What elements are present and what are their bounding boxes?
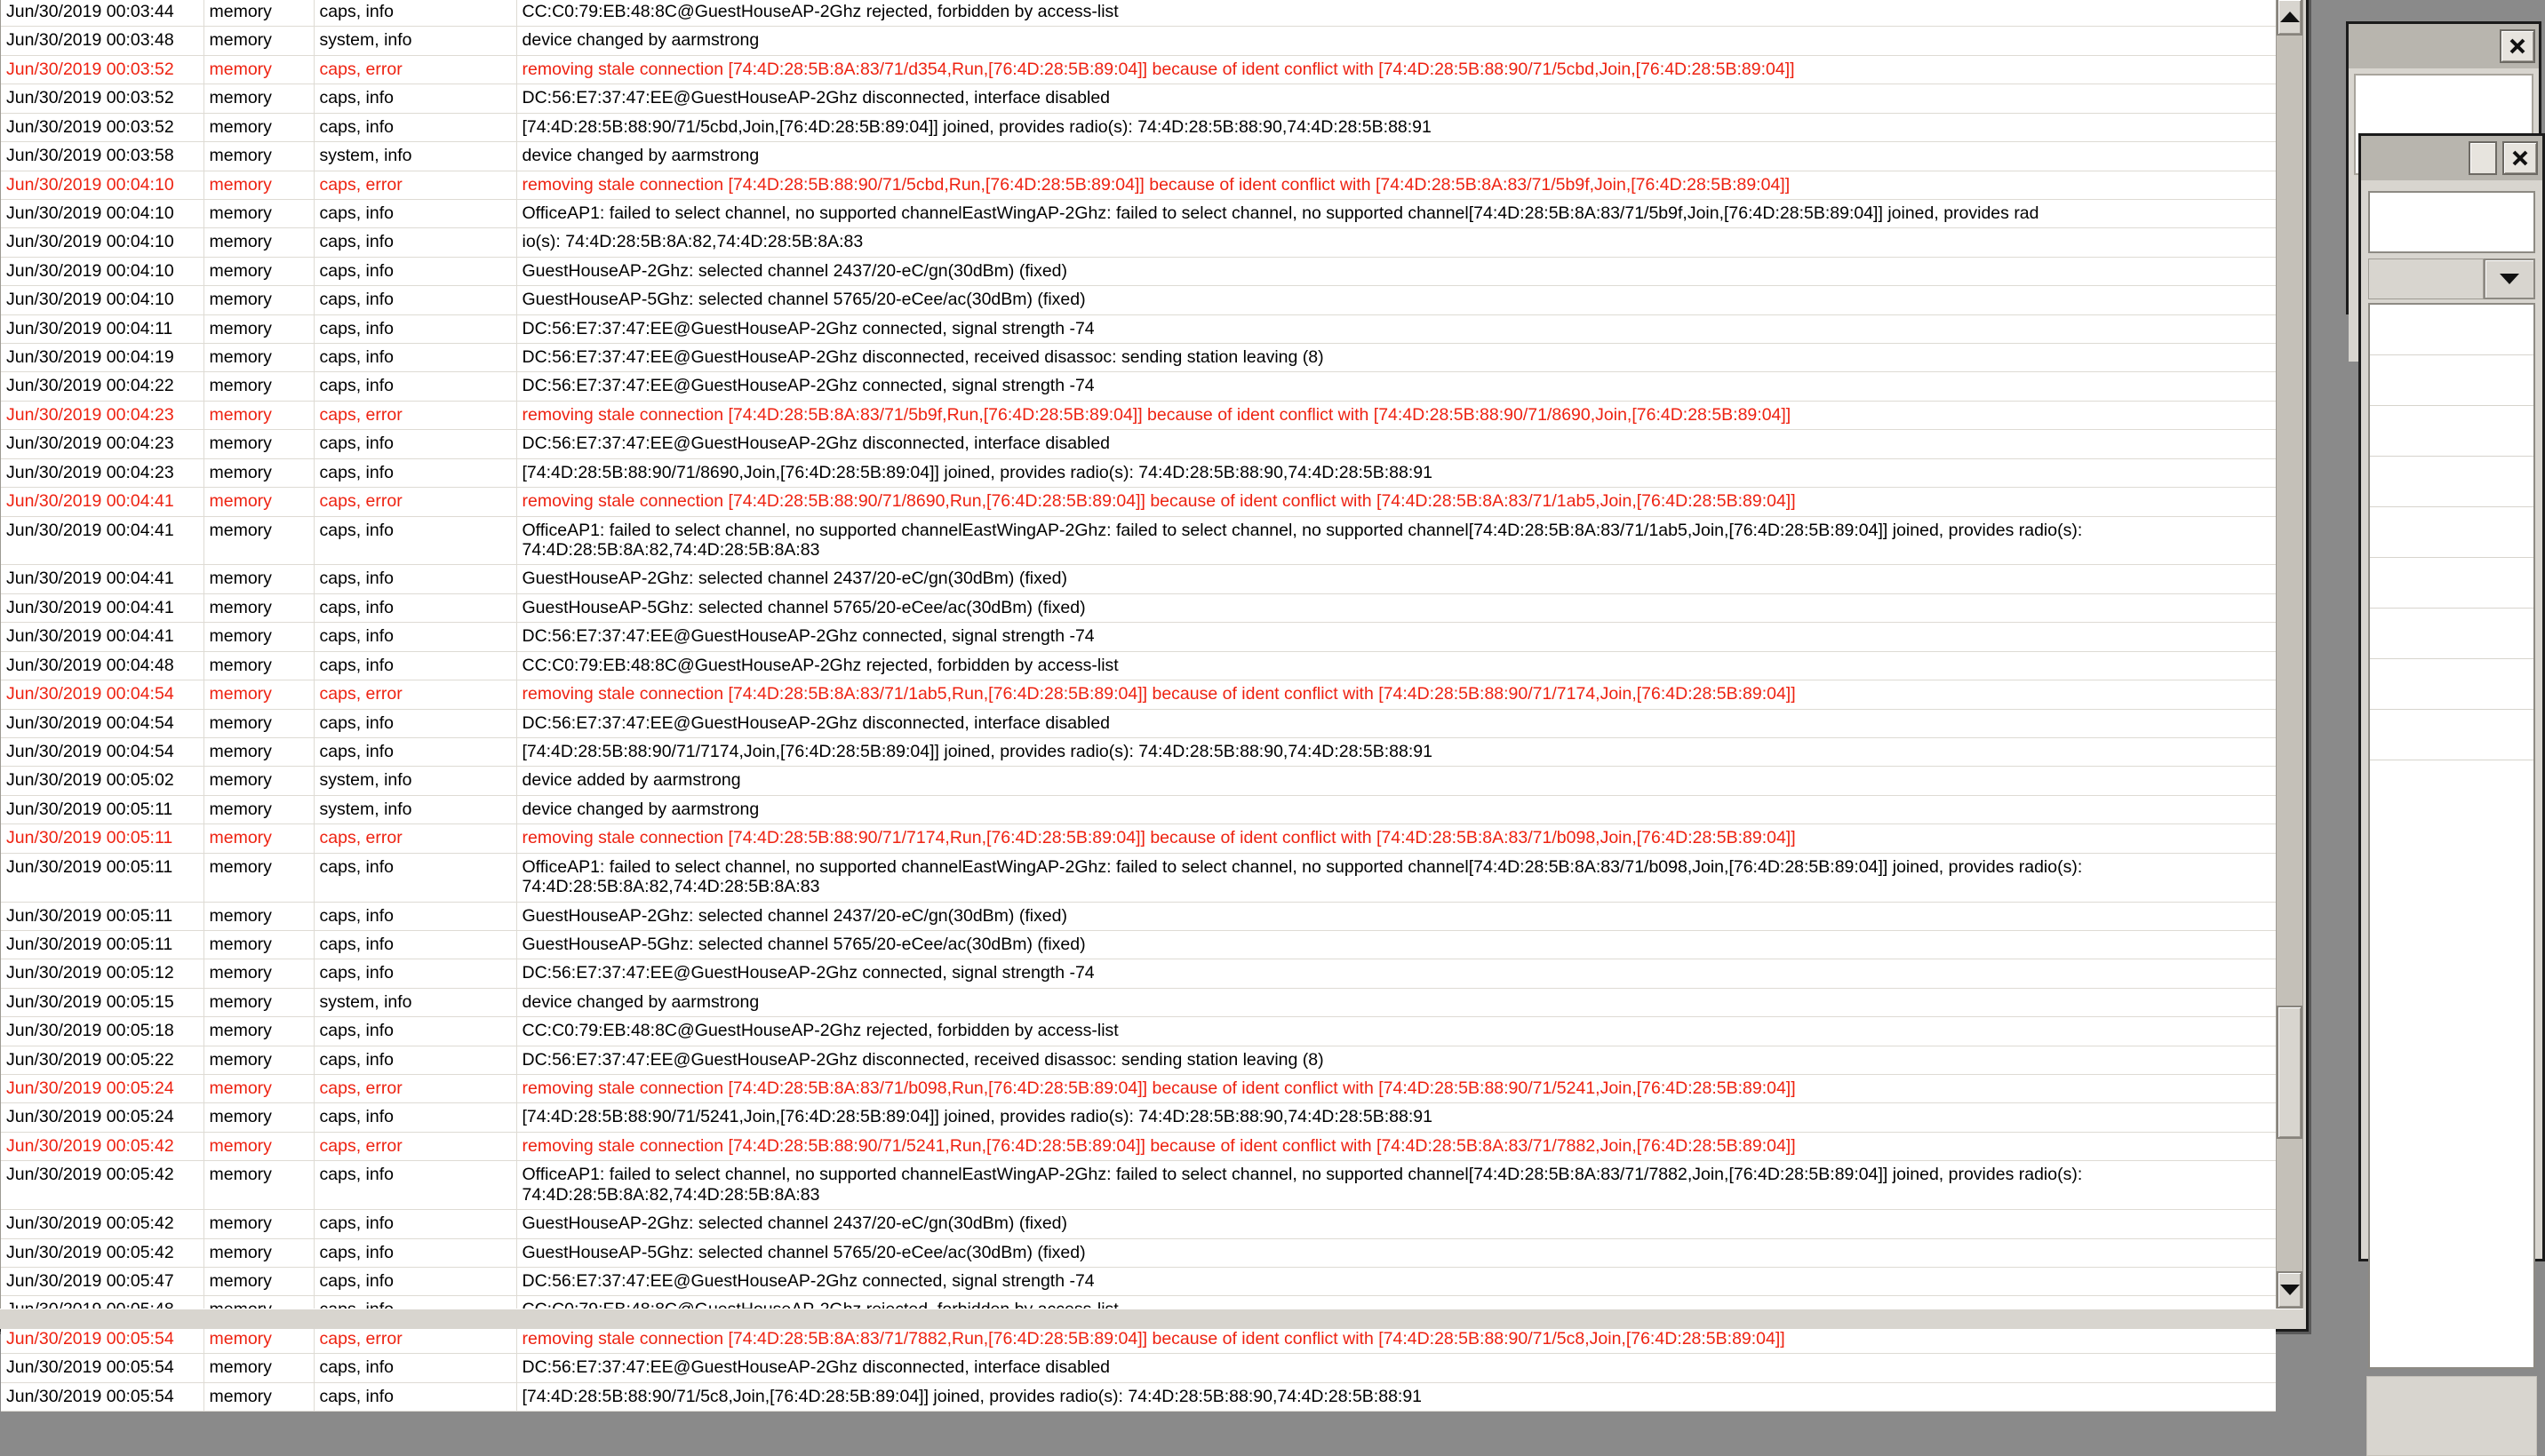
log-table bbox=[1, 0, 2276, 1412]
list-item[interactable] bbox=[2370, 710, 2533, 760]
list-item[interactable] bbox=[2370, 558, 2533, 609]
table-row[interactable] bbox=[1, 199, 2276, 227]
cell-message: GuestHouseAP-2Ghz: selected channel 2437/20-eC/gn(30dBm) (fixed) bbox=[516, 1210, 2276, 1238]
chevron-down-glyph bbox=[2500, 274, 2519, 284]
cell-buffer: memory bbox=[203, 286, 314, 314]
table-row[interactable] bbox=[1, 0, 2276, 27]
cell-topics: caps, error bbox=[314, 824, 516, 853]
table-row[interactable] bbox=[1, 767, 2276, 795]
close-glyph bbox=[2511, 149, 2529, 167]
cell-message: device changed by aarmstrong bbox=[516, 142, 2276, 171]
cell-message: device changed by aarmstrong bbox=[516, 988, 2276, 1016]
cell-time: Jun/30/2019 00:05:12 bbox=[1, 959, 203, 988]
cell-time: Jun/30/2019 00:05:22 bbox=[1, 1046, 203, 1074]
cell-time: Jun/30/2019 00:03:52 bbox=[1, 84, 203, 113]
background-window-2[interactable] bbox=[2358, 133, 2545, 1261]
list-item[interactable] bbox=[2370, 305, 2533, 355]
cell-time: Jun/30/2019 00:04:54 bbox=[1, 737, 203, 766]
table-row[interactable] bbox=[1, 737, 2276, 766]
cell-message: io(s): 74:4D:28:5B:8A:82,74:4D:28:5B:8A:83 bbox=[516, 228, 2276, 257]
cell-time: Jun/30/2019 00:05:42 bbox=[1, 1161, 203, 1210]
cell-time: Jun/30/2019 00:05:11 bbox=[1, 795, 203, 823]
cell-time: Jun/30/2019 00:04:11 bbox=[1, 314, 203, 343]
cell-buffer: memory bbox=[203, 199, 314, 227]
cell-message: GuestHouseAP-5Ghz: selected channel 5765/20-eCee/ac(30dBm) (fixed) bbox=[516, 286, 2276, 314]
cell-topics: caps, info bbox=[314, 959, 516, 988]
cell-buffer: memory bbox=[203, 767, 314, 795]
cell-time: Jun/30/2019 00:04:54 bbox=[1, 680, 203, 709]
cell-buffer: memory bbox=[203, 113, 314, 141]
arrow-down-icon[interactable] bbox=[2277, 1271, 2302, 1309]
table-row[interactable] bbox=[1, 1325, 2276, 1353]
cell-buffer: memory bbox=[203, 680, 314, 709]
cell-topics: caps, info bbox=[314, 228, 516, 257]
cell-time: Jun/30/2019 00:05:42 bbox=[1, 1238, 203, 1267]
cell-time: Jun/30/2019 00:04:41 bbox=[1, 488, 203, 516]
close-icon[interactable] bbox=[2502, 141, 2538, 175]
cell-time: Jun/30/2019 00:04:41 bbox=[1, 623, 203, 651]
cell-time: Jun/30/2019 00:05:42 bbox=[1, 1210, 203, 1238]
cell-message: removing stale connection [74:4D:28:5B:8A:83/71/d354,Run,[76:4D:28:5B:89:04]] because of ident conflict with [74:4D:28:5B:88:90/71/5cbd,Join,[76:4D:28:5B:89:04]] bbox=[516, 55, 2276, 84]
cell-topics: caps, info bbox=[314, 1161, 516, 1210]
cell-time: Jun/30/2019 00:03:52 bbox=[1, 55, 203, 84]
table-row[interactable] bbox=[1, 430, 2276, 458]
cell-buffer: memory bbox=[203, 27, 314, 55]
cell-buffer: memory bbox=[203, 55, 314, 84]
cell-buffer: memory bbox=[203, 401, 314, 429]
cell-topics: caps, info bbox=[314, 516, 516, 565]
cell-time: Jun/30/2019 00:04:19 bbox=[1, 344, 203, 372]
table-row[interactable] bbox=[1, 488, 2276, 516]
cell-message: DC:56:E7:37:47:EE@GuestHouseAP-2Ghz connected, signal strength -74 bbox=[516, 314, 2276, 343]
background-window-2-input[interactable] bbox=[2368, 191, 2535, 253]
background-window-2-titlebar[interactable] bbox=[2361, 136, 2542, 180]
cell-message: GuestHouseAP-5Ghz: selected channel 5765/20-eCee/ac(30dBm) (fixed) bbox=[516, 593, 2276, 622]
cell-buffer: memory bbox=[203, 372, 314, 401]
cell-buffer: memory bbox=[203, 1238, 314, 1267]
cell-time: Jun/30/2019 00:05:24 bbox=[1, 1075, 203, 1103]
table-row[interactable] bbox=[1, 257, 2276, 285]
cell-buffer: memory bbox=[203, 988, 314, 1016]
table-row[interactable] bbox=[1, 142, 2276, 171]
cell-topics: caps, info bbox=[314, 1017, 516, 1046]
cell-buffer: memory bbox=[203, 1046, 314, 1074]
cell-message: [74:4D:28:5B:88:90/71/7174,Join,[76:4D:28:5B:89:04]] joined, provides radio(s): 74:4D:28:5B:88:90,74:4D:28:5B:88:91 bbox=[516, 737, 2276, 766]
cell-topics: caps, info bbox=[314, 737, 516, 766]
background-window-2-dropdown-row[interactable] bbox=[2368, 259, 2535, 299]
cell-buffer: memory bbox=[203, 737, 314, 766]
cell-topics: caps, info bbox=[314, 1354, 516, 1382]
cell-topics: caps, error bbox=[314, 171, 516, 199]
cell-topics: system, info bbox=[314, 142, 516, 171]
cell-topics: caps, info bbox=[314, 314, 516, 343]
cell-message: DC:56:E7:37:47:EE@GuestHouseAP-2Ghz connected, signal strength -74 bbox=[516, 1267, 2276, 1295]
background-window-2-list[interactable] bbox=[2368, 303, 2535, 1369]
cell-time: Jun/30/2019 00:04:23 bbox=[1, 458, 203, 487]
cell-message: [74:4D:28:5B:88:90/71/5cbd,Join,[76:4D:28:5B:89:04]] joined, provides radio(s): 74:4D:28:5B:88:90,74:4D:28:5B:88:91 bbox=[516, 113, 2276, 141]
scrollbar-thumb[interactable] bbox=[2277, 1006, 2302, 1139]
cell-message: [74:4D:28:5B:88:90/71/8690,Join,[76:4D:28:5B:89:04]] joined, provides radio(s): 74:4D:28:5B:88:90,74:4D:28:5B:88:91 bbox=[516, 458, 2276, 487]
cell-topics: system, info bbox=[314, 988, 516, 1016]
cell-topics: caps, error bbox=[314, 401, 516, 429]
table-row[interactable] bbox=[1, 84, 2276, 113]
cell-time: Jun/30/2019 00:05:42 bbox=[1, 1132, 203, 1160]
cell-topics: system, info bbox=[314, 767, 516, 795]
table-row[interactable] bbox=[1, 853, 2276, 902]
table-row[interactable] bbox=[1, 1017, 2276, 1046]
cell-topics: caps, info bbox=[314, 286, 516, 314]
cell-time: Jun/30/2019 00:04:23 bbox=[1, 430, 203, 458]
cell-topics: caps, info bbox=[314, 593, 516, 622]
list-item[interactable] bbox=[2370, 406, 2533, 457]
cell-topics: caps, error bbox=[314, 1075, 516, 1103]
cell-time: Jun/30/2019 00:05:18 bbox=[1, 1017, 203, 1046]
cell-message: device changed by aarmstrong bbox=[516, 27, 2276, 55]
table-row[interactable] bbox=[1, 1075, 2276, 1103]
cell-buffer: memory bbox=[203, 1382, 314, 1411]
table-row[interactable] bbox=[1, 344, 2276, 372]
table-row[interactable] bbox=[1, 824, 2276, 853]
cell-message: DC:56:E7:37:47:EE@GuestHouseAP-2Ghz connected, signal strength -74 bbox=[516, 959, 2276, 988]
table-row[interactable] bbox=[1, 372, 2276, 401]
cell-time: Jun/30/2019 00:04:10 bbox=[1, 171, 203, 199]
cell-message: DC:56:E7:37:47:EE@GuestHouseAP-2Ghz connected, signal strength -74 bbox=[516, 372, 2276, 401]
cell-time: Jun/30/2019 00:05:54 bbox=[1, 1354, 203, 1382]
cell-message: removing stale connection [74:4D:28:5B:88:90/71/5cbd,Run,[76:4D:28:5B:89:04]] because of ident conflict with [74:4D:28:5B:8A:83/71/5b9f,Join,[76:4D:28:5B:89:04]] bbox=[516, 171, 2276, 199]
scrollbar-track[interactable] bbox=[2277, 36, 2302, 1271]
cell-message: removing stale connection [74:4D:28:5B:88:90/71/8690,Run,[76:4D:28:5B:89:04]] because of ident conflict with [74:4D:28:5B:8A:83/71/1ab5,Join,[76:4D:28:5B:89:04]] bbox=[516, 488, 2276, 516]
cell-buffer: memory bbox=[203, 1325, 314, 1353]
cell-time: Jun/30/2019 00:05:54 bbox=[1, 1382, 203, 1411]
log-table-body bbox=[1, 0, 2276, 1412]
cell-time: Jun/30/2019 00:04:41 bbox=[1, 593, 203, 622]
cell-message: [74:4D:28:5B:88:90/71/5c8,Join,[76:4D:28:5B:89:04]] joined, provides radio(s): 74:4D:28:5B:88:90,74:4D:28:5B:88:91 bbox=[516, 1382, 2276, 1411]
cell-topics: caps, info bbox=[314, 1382, 516, 1411]
cell-buffer: memory bbox=[203, 959, 314, 988]
cell-time: Jun/30/2019 00:04:10 bbox=[1, 199, 203, 227]
table-row[interactable] bbox=[1, 1103, 2276, 1132]
cell-time: Jun/30/2019 00:05:54 bbox=[1, 1325, 203, 1353]
table-row[interactable] bbox=[1, 1267, 2276, 1295]
cell-time: Jun/30/2019 00:04:41 bbox=[1, 565, 203, 593]
restore-icon[interactable] bbox=[2469, 141, 2497, 175]
cell-message: CC:C0:79:EB:48:8C@GuestHouseAP-2Ghz rejected, forbidden by access-list bbox=[516, 651, 2276, 680]
table-row[interactable] bbox=[1, 988, 2276, 1016]
cell-topics: caps, info bbox=[314, 458, 516, 487]
table-row[interactable] bbox=[1, 113, 2276, 141]
close-glyph bbox=[2509, 37, 2526, 55]
cell-buffer: memory bbox=[203, 314, 314, 343]
log-window-statusbar bbox=[0, 1309, 2303, 1329]
cell-message: removing stale connection [74:4D:28:5B:8A:83/71/b098,Run,[76:4D:28:5B:89:04]] because of ident conflict with [74:4D:28:5B:88:90/71/5241,Join,[76:4D:28:5B:89:04]] bbox=[516, 1075, 2276, 1103]
cell-buffer: memory bbox=[203, 516, 314, 565]
cell-time: Jun/30/2019 00:04:54 bbox=[1, 709, 203, 737]
table-row[interactable] bbox=[1, 593, 2276, 622]
cell-topics: caps, info bbox=[314, 84, 516, 113]
table-row[interactable] bbox=[1, 1382, 2276, 1411]
table-row[interactable] bbox=[1, 401, 2276, 429]
cell-topics: caps, info bbox=[314, 372, 516, 401]
cell-time: Jun/30/2019 00:03:44 bbox=[1, 0, 203, 27]
cell-topics: caps, info bbox=[314, 257, 516, 285]
cell-topics: caps, error bbox=[314, 488, 516, 516]
cell-message: OfficeAP1: failed to select channel, no supported channelEastWingAP-2Ghz: failed to select channel, no supported channel[74:4D:28:5B:8A:83/71/7882,Join,[76:4D:28:5B:89:04]] joined, provides radio(s): 74:4D:28:5B:8A:82,74:4D:28:5B:8A:83 bbox=[516, 1161, 2276, 1210]
cell-topics: caps, info bbox=[314, 902, 516, 930]
cell-message: GuestHouseAP-2Ghz: selected channel 2437/20-eC/gn(30dBm) (fixed) bbox=[516, 565, 2276, 593]
cell-message: CC:C0:79:EB:48:8C@GuestHouseAP-2Ghz rejected, forbidden by access-list bbox=[516, 1017, 2276, 1046]
table-row[interactable] bbox=[1, 651, 2276, 680]
table-row[interactable] bbox=[1, 286, 2276, 314]
cell-buffer: memory bbox=[203, 488, 314, 516]
table-row[interactable] bbox=[1, 565, 2276, 593]
table-row[interactable] bbox=[1, 902, 2276, 930]
table-row[interactable] bbox=[1, 314, 2276, 343]
cell-topics: caps, info bbox=[314, 853, 516, 902]
cell-buffer: memory bbox=[203, 853, 314, 902]
cell-message: GuestHouseAP-5Ghz: selected channel 5765/20-eCee/ac(30dBm) (fixed) bbox=[516, 1238, 2276, 1267]
cell-time: Jun/30/2019 00:05:47 bbox=[1, 1267, 203, 1295]
cell-time: Jun/30/2019 00:05:24 bbox=[1, 1103, 203, 1132]
table-row[interactable] bbox=[1, 228, 2276, 257]
cell-message: OfficeAP1: failed to select channel, no supported channelEastWingAP-2Ghz: failed to select channel, no supported channel[74:4D:28:5B:8A:83/71/b098,Join,[76:4D:28:5B:89:04]] joined, provides radio(s): 74:4D:28:5B:8A:82,74:4D:28:5B:8A:83 bbox=[516, 853, 2276, 902]
cell-time: Jun/30/2019 00:04:48 bbox=[1, 651, 203, 680]
vertical-scrollbar[interactable] bbox=[2276, 0, 2303, 1309]
cell-time: Jun/30/2019 00:04:23 bbox=[1, 401, 203, 429]
cell-buffer: memory bbox=[203, 257, 314, 285]
cell-message: OfficeAP1: failed to select channel, no supported channelEastWingAP-2Ghz: failed to select channel, no supported channel[74:4D:28:5B:8A:83/71/5b9f,Join,[76:4D:28:5B:89:04]] joined, provides rad bbox=[516, 199, 2276, 227]
cell-time: Jun/30/2019 00:05:11 bbox=[1, 902, 203, 930]
background-window-2-footer bbox=[2366, 1376, 2537, 1456]
cell-message: GuestHouseAP-2Ghz: selected channel 2437/20-eC/gn(30dBm) (fixed) bbox=[516, 902, 2276, 930]
cell-topics: system, info bbox=[314, 795, 516, 823]
cell-message: removing stale connection [74:4D:28:5B:8A:83/71/1ab5,Run,[76:4D:28:5B:89:04]] because of ident conflict with [74:4D:28:5B:88:90/71/7174,Join,[76:4D:28:5B:89:04]] bbox=[516, 680, 2276, 709]
cell-message: DC:56:E7:37:47:EE@GuestHouseAP-2Ghz disconnected, interface disabled bbox=[516, 1354, 2276, 1382]
cell-topics: caps, info bbox=[314, 565, 516, 593]
table-row[interactable] bbox=[1, 171, 2276, 199]
cell-time: Jun/30/2019 00:04:10 bbox=[1, 286, 203, 314]
cell-time: Jun/30/2019 00:05:02 bbox=[1, 767, 203, 795]
cell-time: Jun/30/2019 00:03:52 bbox=[1, 113, 203, 141]
cell-buffer: memory bbox=[203, 171, 314, 199]
cell-topics: caps, error bbox=[314, 680, 516, 709]
cell-message: DC:56:E7:37:47:EE@GuestHouseAP-2Ghz disconnected, interface disabled bbox=[516, 709, 2276, 737]
cell-topics: caps, info bbox=[314, 709, 516, 737]
background-window-1-titlebar[interactable] bbox=[2349, 24, 2539, 68]
background-window-2-dropdown-value[interactable] bbox=[2368, 259, 2484, 299]
cell-buffer: memory bbox=[203, 565, 314, 593]
table-row[interactable] bbox=[1, 27, 2276, 55]
table-row[interactable] bbox=[1, 1238, 2276, 1267]
cell-buffer: memory bbox=[203, 930, 314, 959]
cell-buffer: memory bbox=[203, 651, 314, 680]
cell-buffer: memory bbox=[203, 1103, 314, 1132]
table-row[interactable] bbox=[1, 1161, 2276, 1210]
arrow-down-glyph bbox=[2280, 1285, 2300, 1295]
cell-message: DC:56:E7:37:47:EE@GuestHouseAP-2Ghz connected, signal strength -74 bbox=[516, 623, 2276, 651]
table-row[interactable] bbox=[1, 709, 2276, 737]
cell-topics: caps, info bbox=[314, 1210, 516, 1238]
cell-buffer: memory bbox=[203, 344, 314, 372]
cell-time: Jun/30/2019 00:05:11 bbox=[1, 824, 203, 853]
cell-topics: caps, info bbox=[314, 930, 516, 959]
cell-topics: caps, info bbox=[314, 623, 516, 651]
cell-buffer: memory bbox=[203, 795, 314, 823]
table-row[interactable] bbox=[1, 930, 2276, 959]
cell-topics: caps, error bbox=[314, 55, 516, 84]
cell-message: GuestHouseAP-2Ghz: selected channel 2437/20-eC/gn(30dBm) (fixed) bbox=[516, 257, 2276, 285]
cell-topics: caps, error bbox=[314, 1132, 516, 1160]
table-row[interactable] bbox=[1, 795, 2276, 823]
cell-buffer: memory bbox=[203, 84, 314, 113]
cell-buffer: memory bbox=[203, 1075, 314, 1103]
list-item[interactable] bbox=[2370, 457, 2533, 507]
cell-time: Jun/30/2019 00:04:41 bbox=[1, 516, 203, 565]
cell-topics: caps, info bbox=[314, 651, 516, 680]
cell-topics: caps, info bbox=[314, 1103, 516, 1132]
cell-message: DC:56:E7:37:47:EE@GuestHouseAP-2Ghz disconnected, interface disabled bbox=[516, 430, 2276, 458]
arrow-up-icon[interactable] bbox=[2277, 0, 2302, 36]
cell-message: [74:4D:28:5B:88:90/71/5241,Join,[76:4D:28:5B:89:04]] joined, provides radio(s): 74:4D:28:5B:88:90,74:4D:28:5B:88:91 bbox=[516, 1103, 2276, 1132]
cell-time: Jun/30/2019 00:03:58 bbox=[1, 142, 203, 171]
cell-message: removing stale connection [74:4D:28:5B:88:90/71/5241,Run,[76:4D:28:5B:89:04]] because of ident conflict with [74:4D:28:5B:8A:83/71/7882,Join,[76:4D:28:5B:89:04]] bbox=[516, 1132, 2276, 1160]
cell-time: Jun/30/2019 00:04:10 bbox=[1, 257, 203, 285]
cell-time: Jun/30/2019 00:03:48 bbox=[1, 27, 203, 55]
cell-topics: caps, info bbox=[314, 1267, 516, 1295]
cell-buffer: memory bbox=[203, 709, 314, 737]
cell-buffer: memory bbox=[203, 1161, 314, 1210]
cell-topics: caps, info bbox=[314, 1046, 516, 1074]
cell-message: DC:56:E7:37:47:EE@GuestHouseAP-2Ghz disconnected, received disassoc: sending station leaving (8) bbox=[516, 344, 2276, 372]
cell-buffer: memory bbox=[203, 142, 314, 171]
cell-message: device added by aarmstrong bbox=[516, 767, 2276, 795]
cell-message: DC:56:E7:37:47:EE@GuestHouseAP-2Ghz disconnected, received disassoc: sending station leaving (8) bbox=[516, 1046, 2276, 1074]
table-row[interactable] bbox=[1, 959, 2276, 988]
cell-topics: system, info bbox=[314, 27, 516, 55]
cell-message: DC:56:E7:37:47:EE@GuestHouseAP-2Ghz disconnected, interface disabled bbox=[516, 84, 2276, 113]
cell-buffer: memory bbox=[203, 0, 314, 27]
close-icon[interactable] bbox=[2500, 29, 2535, 63]
table-row[interactable] bbox=[1, 1132, 2276, 1160]
cell-message: CC:C0:79:EB:48:8C@GuestHouseAP-2Ghz rejected, forbidden by access-list bbox=[516, 0, 2276, 27]
cell-buffer: memory bbox=[203, 430, 314, 458]
cell-buffer: memory bbox=[203, 1210, 314, 1238]
cell-time: Jun/30/2019 00:05:11 bbox=[1, 853, 203, 902]
cell-topics: caps, info bbox=[314, 1238, 516, 1267]
cell-buffer: memory bbox=[203, 1267, 314, 1295]
list-item[interactable] bbox=[2370, 659, 2533, 710]
cell-buffer: memory bbox=[203, 228, 314, 257]
cell-buffer: memory bbox=[203, 623, 314, 651]
list-item[interactable] bbox=[2370, 355, 2533, 406]
cell-buffer: memory bbox=[203, 824, 314, 853]
cell-topics: caps, error bbox=[314, 1325, 516, 1353]
cell-buffer: memory bbox=[203, 1017, 314, 1046]
table-row[interactable] bbox=[1, 623, 2276, 651]
cell-time: Jun/30/2019 00:05:15 bbox=[1, 988, 203, 1016]
table-row[interactable] bbox=[1, 1046, 2276, 1074]
cell-time: Jun/30/2019 00:05:11 bbox=[1, 930, 203, 959]
list-item[interactable] bbox=[2370, 507, 2533, 558]
cell-topics: caps, info bbox=[314, 0, 516, 27]
cell-buffer: memory bbox=[203, 458, 314, 487]
table-row[interactable] bbox=[1, 1354, 2276, 1382]
cell-buffer: memory bbox=[203, 1132, 314, 1160]
cell-buffer: memory bbox=[203, 593, 314, 622]
table-row[interactable] bbox=[1, 516, 2276, 565]
cell-message: device changed by aarmstrong bbox=[516, 795, 2276, 823]
table-row[interactable] bbox=[1, 1210, 2276, 1238]
cell-message: removing stale connection [74:4D:28:5B:8A:83/71/7882,Run,[76:4D:28:5B:89:04]] because of ident conflict with [74:4D:28:5B:88:90/71/5c8,Join,[76:4D:28:5B:89:04]] bbox=[516, 1325, 2276, 1353]
cell-message: removing stale connection [74:4D:28:5B:8A:83/71/5b9f,Run,[76:4D:28:5B:89:04]] because of ident conflict with [74:4D:28:5B:88:90/71/8690,Join,[76:4D:28:5B:89:04]] bbox=[516, 401, 2276, 429]
list-item[interactable] bbox=[2370, 609, 2533, 659]
table-row[interactable] bbox=[1, 458, 2276, 487]
cell-time: Jun/30/2019 00:04:10 bbox=[1, 228, 203, 257]
cell-topics: caps, info bbox=[314, 199, 516, 227]
cell-time: Jun/30/2019 00:04:22 bbox=[1, 372, 203, 401]
cell-topics: caps, info bbox=[314, 344, 516, 372]
table-row[interactable] bbox=[1, 680, 2276, 709]
chevron-down-icon[interactable] bbox=[2484, 259, 2535, 299]
cell-message: OfficeAP1: failed to select channel, no supported channelEastWingAP-2Ghz: failed to select channel, no supported channel[74:4D:28:5B:8A:83/71/1ab5,Join,[76:4D:28:5B:89:04]] joined, provides radio(s): 74:4D:28:5B:8A:82,74:4D:28:5B:8A:83 bbox=[516, 516, 2276, 565]
arrow-up-glyph bbox=[2280, 12, 2300, 22]
cell-message: GuestHouseAP-5Ghz: selected channel 5765/20-eCee/ac(30dBm) (fixed) bbox=[516, 930, 2276, 959]
cell-message: removing stale connection [74:4D:28:5B:88:90/71/7174,Run,[76:4D:28:5B:89:04]] because of ident conflict with [74:4D:28:5B:8A:83/71/b098,Join,[76:4D:28:5B:89:04]] bbox=[516, 824, 2276, 853]
cell-buffer: memory bbox=[203, 902, 314, 930]
cell-buffer: memory bbox=[203, 1354, 314, 1382]
cell-topics: caps, info bbox=[314, 113, 516, 141]
cell-topics: caps, info bbox=[314, 430, 516, 458]
table-row[interactable] bbox=[1, 55, 2276, 84]
